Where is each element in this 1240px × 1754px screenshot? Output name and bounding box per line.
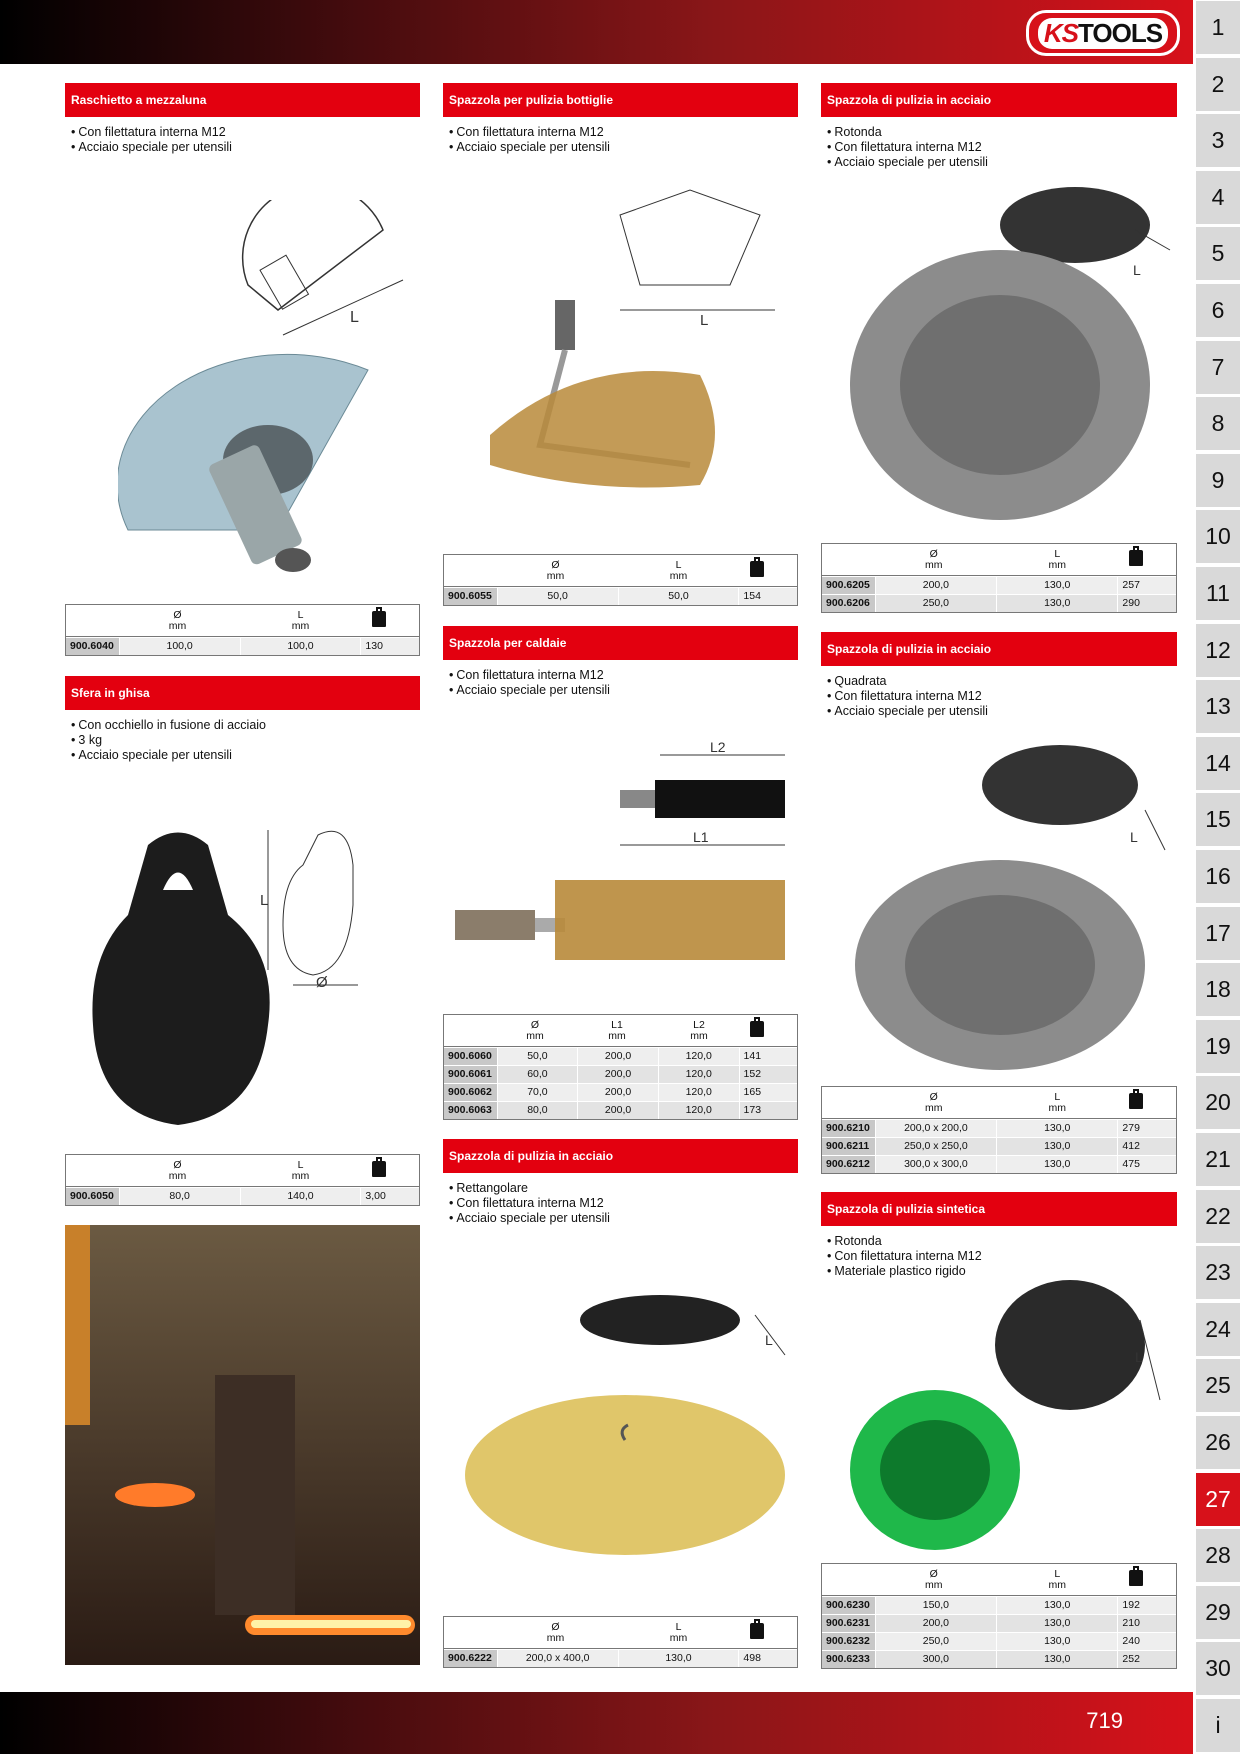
section-rotonda [821,83,1177,170]
rectangular-brush-photo [465,1395,785,1555]
tab-chapter-6[interactable]: 6 [1196,284,1240,337]
feature-list [443,668,798,698]
feature-item: • Materiale plastico rigido [827,1264,1177,1279]
table-row [66,1187,419,1205]
tab-chapter-30[interactable]: 30 [1196,1642,1240,1695]
dimension-cell: 60,0 [497,1066,578,1083]
forge-photo [65,1225,420,1665]
article-number: 900.6040 [66,638,119,655]
product-table-bottiglie [443,554,798,606]
column-header: L mm [669,1620,688,1644]
dimension-cell: 250,0 [875,595,996,612]
square-brush-image [850,740,1180,1075]
table-row [822,1632,1176,1650]
weight-cell: 130 [360,638,419,655]
tab-chapter-10[interactable]: 10 [1196,510,1240,563]
weight-icon [750,1623,764,1639]
product-table-rotonda [821,543,1177,613]
weight-icon [1129,550,1143,566]
section-title: Spazzola di pulizia in acciaio [821,83,1177,117]
feature-item: • Acciaio speciale per utensili [449,1211,798,1226]
tab-chapter-29[interactable]: 29 [1196,1586,1240,1639]
weight-cell: 412 [1117,1138,1176,1155]
article-number: 900.6055 [444,588,497,605]
article-number: 900.6210 [822,1120,875,1137]
product-table-rettangolare [443,1616,798,1668]
column-header: Ø mm [526,1018,544,1042]
scraper-diagram [243,200,403,335]
table-row [822,1155,1176,1173]
column-header: Ø mm [925,547,943,571]
table-header [822,1087,1176,1119]
dimension-cell: 130,0 [996,1156,1117,1173]
weight-cell: 210 [1117,1615,1176,1632]
section-title: Spazzola per pulizia bottiglie [443,83,798,117]
weight-cell: 173 [739,1102,797,1119]
feature-item: • Rettangolare [449,1181,798,1196]
page-number: 719 [1086,1708,1123,1733]
tab-chapter-8[interactable]: 8 [1196,397,1240,450]
table-header [822,544,1176,576]
feature-item: • Con filettatura interna M12 [827,1249,1177,1264]
weight-icon [750,561,764,577]
article-number: 900.6205 [822,577,875,594]
feature-item: • Con filettatura interna M12 [449,1196,798,1211]
article-number: 900.6231 [822,1615,875,1632]
table-row [822,1650,1176,1668]
column-header: L1 mm [608,1018,626,1042]
tab-chapter-21[interactable]: 21 [1196,1133,1240,1186]
table-row [822,1119,1176,1137]
section-caldaie [443,626,798,698]
dimension-cell: 130,0 [996,1633,1117,1650]
tab-chapter-19[interactable]: 19 [1196,1020,1240,1073]
dimension-cell: 130,0 [996,1120,1117,1137]
feature-item: • Con filettatura interna M12 [827,140,1177,155]
column-header: L mm [1048,1567,1066,1591]
column-header: L mm [1048,547,1066,571]
section-rettangolare [443,1139,798,1226]
weight-cell: 252 [1117,1651,1176,1668]
weight-cell: 3,00 [360,1188,419,1205]
tab-chapter-20[interactable]: 20 [1196,1076,1240,1129]
feature-list [65,718,420,763]
column-header: Ø mm [925,1567,943,1591]
weight-cell: 240 [1117,1633,1176,1650]
feature-item: • Acciaio speciale per utensili [827,155,1177,170]
weight-cell: 152 [739,1066,797,1083]
table-row [444,1101,797,1119]
table-header [444,1617,797,1649]
tab-chapter-9[interactable]: 9 [1196,454,1240,507]
column-header: Ø mm [546,1620,565,1644]
tab-chapter-4[interactable]: 4 [1196,171,1240,224]
table-row [444,1065,797,1083]
cast-iron-ball-image [88,825,398,1130]
round-brush-image [850,180,1180,525]
tab-chapter-13[interactable]: 13 [1196,680,1240,733]
dimension-cell: 130,0 [996,1651,1117,1668]
product-table-quadrata [821,1086,1177,1174]
dim-label-L: L [700,312,709,329]
table-row [444,1047,797,1065]
section-title: Spazzola per caldaie [443,626,798,660]
column-header: L2 mm [690,1018,708,1042]
tab-chapter-28[interactable]: 28 [1196,1529,1240,1582]
column-header: L mm [1048,1090,1066,1114]
tab-chapter-12[interactable]: 12 [1196,624,1240,677]
dimension-cell: 130,0 [996,577,1117,594]
column-header: L mm [291,608,310,632]
dimension-cell: 50,0 [618,588,739,605]
bottle-brush-photo [490,300,715,488]
dimension-cell: 140,0 [240,1188,361,1205]
column-header: Ø mm [168,608,187,632]
feature-item: • Con filettatura interna M12 [827,689,1177,704]
dimension-cell: 130,0 [996,1597,1117,1614]
section-title: Sfera in ghisa [65,676,420,710]
dimension-cell: 200,0 [875,1615,996,1632]
tab-chapter-26[interactable]: 26 [1196,1416,1240,1469]
weight-cell: 279 [1117,1120,1176,1137]
section-title: Spazzola di pulizia in acciaio [443,1139,798,1173]
table-row [444,1083,797,1101]
tab-chapter-17[interactable]: 17 [1196,907,1240,960]
article-number: 900.6061 [444,1066,497,1083]
dimension-cell: 130,0 [996,1138,1117,1155]
section-bottiglie [443,83,798,155]
article-number: 900.6060 [444,1048,497,1065]
feature-list [443,1181,798,1226]
article-number: 900.6211 [822,1138,875,1155]
dimension-cell: 50,0 [497,1048,578,1065]
dimension-cell: 100,0 [240,638,361,655]
feature-list [65,125,420,155]
feature-list [443,125,798,155]
ks-tools-logo: KSTOOLS [1026,10,1180,56]
weight-icon [1129,1093,1143,1109]
weight-cell: 475 [1117,1156,1176,1173]
dimension-cell: 200,0 [875,577,996,594]
footer-bar [0,1692,1193,1754]
column-header: L mm [669,558,688,582]
table-row [822,1137,1176,1155]
tab-chapter-1[interactable]: 1 [1196,1,1240,54]
feature-item: • Acciaio speciale per utensili [71,748,420,763]
round-brush-photo [850,250,1150,520]
dimension-cell: 120,0 [658,1102,739,1119]
rectangular-brush-diagram [580,1295,785,1355]
square-brush-photo [855,860,1145,1070]
article-number: 900.6063 [444,1102,497,1119]
dim-label-L: L [350,309,359,326]
weight-icon [750,1021,764,1037]
article-number: 900.6222 [444,1650,497,1667]
tab-chapter-7[interactable]: 7 [1196,341,1240,394]
dim-label-diam: Ø [316,974,328,991]
tab-chapter-18[interactable]: 18 [1196,963,1240,1016]
dimension-cell: 200,0 [577,1066,658,1083]
weight-icon [372,1161,386,1177]
scraper-image [118,200,418,600]
section-title: Spazzola di pulizia sintetica [821,1192,1177,1226]
article-number: 900.6230 [822,1597,875,1614]
dimension-cell: 120,0 [658,1066,739,1083]
table-header [66,605,419,637]
scraper-photo [118,354,368,572]
tab-chapter-15[interactable]: 15 [1196,793,1240,846]
feature-item: • Con filettatura interna M12 [449,125,798,140]
table-row [822,594,1176,612]
feature-item: • Con filettatura interna M12 [449,668,798,683]
boiler-brush-photo [455,880,785,960]
dimension-cell: 120,0 [658,1084,739,1101]
weight-cell: 141 [739,1048,797,1065]
weight-cell: 154 [738,588,797,605]
tab-chapter-14[interactable]: 14 [1196,737,1240,790]
feature-item: • Acciaio speciale per utensili [449,140,798,155]
feature-item: • Rotonda [827,125,1177,140]
article-number: 900.6050 [66,1188,119,1205]
feature-item: • Acciaio speciale per utensili [827,704,1177,719]
dimension-cell: 200,0 [577,1102,658,1119]
column-header: Ø mm [168,1158,187,1182]
column-header: L mm [291,1158,310,1182]
section-raschietto [65,83,420,155]
weight-cell: 165 [739,1084,797,1101]
bottle-brush-image [470,165,795,545]
article-number: 900.6212 [822,1156,875,1173]
table-row [822,1596,1176,1614]
column-header: Ø mm [925,1090,943,1114]
table-header [444,1015,797,1047]
table-row [66,637,419,655]
table-row [822,1614,1176,1632]
dimension-cell: 120,0 [658,1048,739,1065]
dimension-cell: 50,0 [497,588,618,605]
dim-label-L: L [765,1332,773,1348]
weight-icon [1129,1570,1143,1586]
dim-label-L2: L2 [710,740,726,755]
dim-label-L: L [260,892,269,909]
square-brush-diagram [982,745,1165,850]
article-number: 900.6206 [822,595,875,612]
feature-item: • Con occhiello in fusione di acciaio [71,718,420,733]
synthetic-brush-photo [850,1390,1020,1550]
dimension-cell: 250,0 [875,1633,996,1650]
dimension-cell: 80,0 [119,1188,240,1205]
product-table-caldaie [443,1014,798,1120]
weight-cell: 290 [1117,595,1176,612]
feature-list [821,125,1177,170]
dim-label-L: L [1130,829,1138,845]
weight-cell: 257 [1117,577,1176,594]
tab-chapter-22[interactable]: 22 [1196,1190,1240,1243]
synthetic-brush-diagram [995,1280,1160,1410]
tab-chapter-2[interactable]: 2 [1196,58,1240,111]
table-row [444,1649,797,1667]
table-header [66,1155,419,1187]
section-title: Raschietto a mezzaluna [65,83,420,117]
weight-cell: 498 [738,1650,797,1667]
table-header [822,1564,1176,1596]
dimension-cell: 200,0 [577,1048,658,1065]
boiler-brush-diagram [620,740,785,845]
dimension-cell: 130,0 [996,595,1117,612]
tab-chapter-3[interactable]: 3 [1196,114,1240,167]
product-table-raschietto [65,604,420,656]
feature-item: • 3 kg [71,733,420,748]
tab-chapter-25[interactable]: 25 [1196,1359,1240,1412]
dim-label-L: L [1135,1349,1143,1365]
product-table-sfera [65,1154,420,1206]
dimension-cell: 250,0 x 250,0 [875,1138,996,1155]
tab-chapter-24[interactable]: 24 [1196,1303,1240,1356]
dimension-cell: 130,0 [618,1650,739,1667]
weight-cell: 192 [1117,1597,1176,1614]
dimension-cell: 300,0 x 300,0 [875,1156,996,1173]
tab-chapter-11[interactable]: 11 [1196,567,1240,620]
tab-chapter-23[interactable]: 23 [1196,1246,1240,1299]
table-row [444,587,797,605]
dimension-cell: 130,0 [996,1615,1117,1632]
feature-item: • Con filettatura interna M12 [71,125,420,140]
boiler-brush-image [455,740,795,980]
dim-label-L: L [1133,262,1141,278]
tab-chapter-5[interactable]: 5 [1196,227,1240,280]
article-number: 900.6232 [822,1633,875,1650]
tab-chapter-i[interactable]: i [1196,1699,1240,1752]
dimension-cell: 200,0 [577,1084,658,1101]
synthetic-brush-image [835,1270,1175,1565]
tab-chapter-16[interactable]: 16 [1196,850,1240,903]
dimension-cell: 200,0 x 200,0 [875,1120,996,1137]
section-title: Spazzola di pulizia in acciaio [821,632,1177,666]
section-quadrata [821,632,1177,719]
section-sfera [65,676,420,763]
dim-label-L1: L1 [693,829,709,845]
bottle-brush-diagram [620,190,775,329]
tab-chapter-27[interactable]: 27 [1196,1473,1240,1526]
feature-list [821,674,1177,719]
dimension-cell: 80,0 [497,1102,578,1119]
dimension-cell: 300,0 [875,1651,996,1668]
dimension-cell: 100,0 [119,638,240,655]
header-bar [0,0,1193,64]
feature-item: • Rotonda [827,1234,1177,1249]
dimension-cell: 150,0 [875,1597,996,1614]
section-sintetica [821,1192,1177,1279]
product-table-sintetica [821,1563,1177,1669]
dimension-cell: 70,0 [497,1084,578,1101]
feature-item: • Quadrata [827,674,1177,689]
column-header: Ø mm [546,558,565,582]
table-header [444,555,797,587]
feature-item: • Acciaio speciale per utensili [449,683,798,698]
article-number: 900.6233 [822,1651,875,1668]
dimension-cell: 200,0 x 400,0 [497,1650,618,1667]
rectangular-brush-image [460,1270,800,1590]
article-number: 900.6062 [444,1084,497,1101]
table-row [822,576,1176,594]
weight-icon [372,611,386,627]
feature-item: • Acciaio speciale per utensili [71,140,420,155]
